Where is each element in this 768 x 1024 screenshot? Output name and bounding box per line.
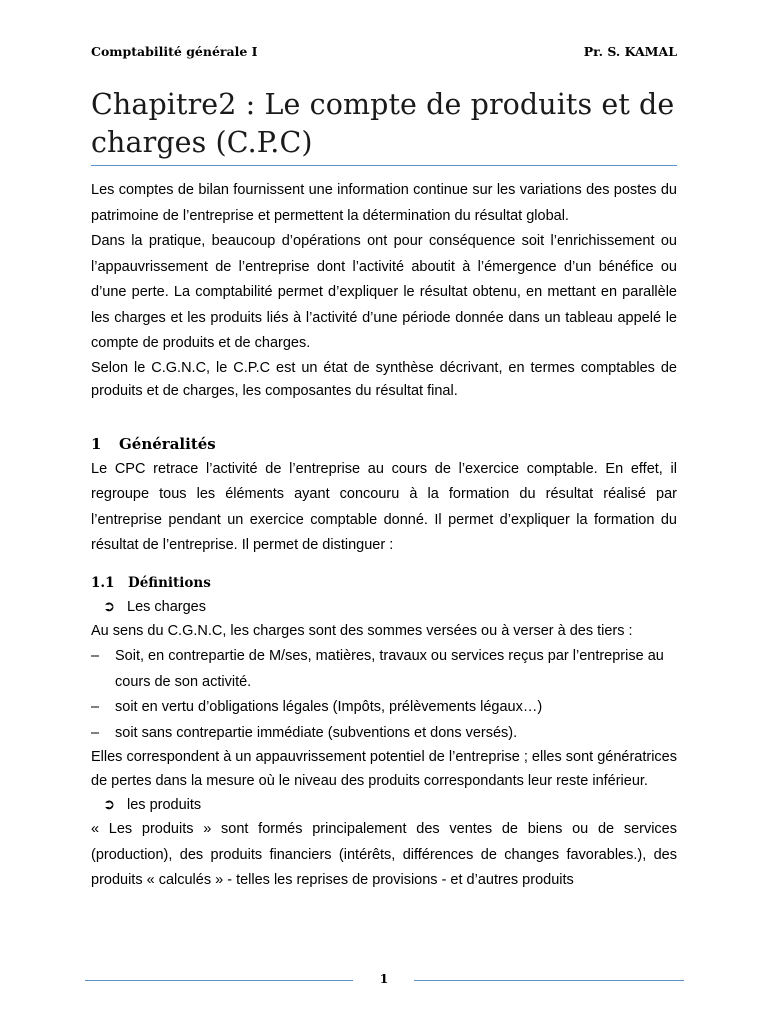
document-body	[91, 178, 677, 894]
arrow-icon: ➲	[103, 797, 116, 813]
header-course: Comptabilité générale I	[91, 44, 258, 59]
dash-bullet: –	[91, 648, 100, 664]
charges-label: Les charges	[127, 598, 206, 615]
charges-intro: Au sens du C.G.N.C, les charges sont des sommes versées ou à verser à des tiers :	[91, 622, 633, 639]
title-rule	[91, 165, 677, 166]
header-author: Pr. S. KAMAL	[583, 44, 677, 59]
section-1-number: 1	[91, 434, 102, 453]
page-number: 1	[379, 971, 389, 986]
charges-conclusion: Elles correspondent à un appauvrissement potentiel de l’entreprise ; elles sont génératrices de pertes dans la mesure où le niveau des produits correspondants leur reste inférieur.	[91, 749, 677, 789]
produits-paragraph: « Les produits » sont formés principalement des ventes de biens ou de services (production), des produits financiers (intérêts, différences de changes favorables.), des produits « calculés » - telles les reprises de provisions - et d’autres produits	[91, 821, 677, 888]
dash-bullet: –	[91, 699, 100, 715]
section-1-title: Généralités	[119, 434, 216, 453]
intro-paragraph-2: Dans la pratique, beaucoup d’opérations ont pour conséquence soit l’enrichissement ou l’appauvrissement de l’entreprise dont l’activité aboutit à l’émergence d’un bénéfice ou d’une perte. La comptabilité permet d’expliquer le résultat obtenu, en mettant en parallèle les charges et les produits liés à l’activité d’une période donnée dans un tableau appelé le compte de produits et de charges.	[91, 233, 677, 351]
intro-paragraph-1: Les comptes de bilan fournissent une information continue sur les variations des postes du patrimoine de l’entreprise et permettent la détermination du résultat global.	[91, 182, 677, 224]
charges-list-item-text: soit sans contrepartie immédiate (subventions et dons versés).	[115, 724, 518, 741]
arrow-icon: ➲	[103, 598, 116, 615]
produits-label: les produits	[127, 797, 202, 813]
section-1-1-title: Définitions	[128, 574, 211, 591]
section-1-1-number: 1.1	[91, 574, 115, 591]
running-header	[91, 44, 677, 59]
intro-paragraph-3: Selon le C.G.N.C, le C.P.C est un état de synthèse décrivant, en termes comptables de produits et de charges, les composantes du résultat final.	[91, 359, 677, 399]
charges-list-item-text: Soit, en contrepartie de M/ses, matières, travaux ou services reçus par l’entreprise au cours de son activité.	[115, 648, 664, 690]
charges-list-item	[91, 721, 677, 747]
produits-subheading	[91, 793, 677, 817]
section-1-heading	[91, 431, 677, 457]
charges-subheading	[91, 595, 677, 619]
chapter-title-line1: Chapitre2 : Le compte de produits et de	[91, 88, 675, 121]
charges-list-item	[91, 644, 677, 695]
charges-list-item-text: soit en vertu d’obligations légales (Impôts, prélèvements légaux…)	[115, 699, 543, 715]
section-1-paragraph: Le CPC retrace l’activité de l’entreprise au cours de l’exercice comptable. En effet, il regroupe tous les éléments ayant concouru à la formation du résultat réalisé par l’entreprise pendant un exercice comptable donné. Il permet d’expliquer la formation du résultat de l’entreprise. Il permet de distinguer :	[91, 460, 677, 553]
chapter-title	[91, 86, 681, 162]
charges-list-item	[91, 695, 677, 721]
section-1-1-heading	[91, 571, 677, 595]
chapter-title-line2: charges (C.P.C)	[91, 126, 313, 159]
dash-bullet: –	[91, 724, 100, 741]
